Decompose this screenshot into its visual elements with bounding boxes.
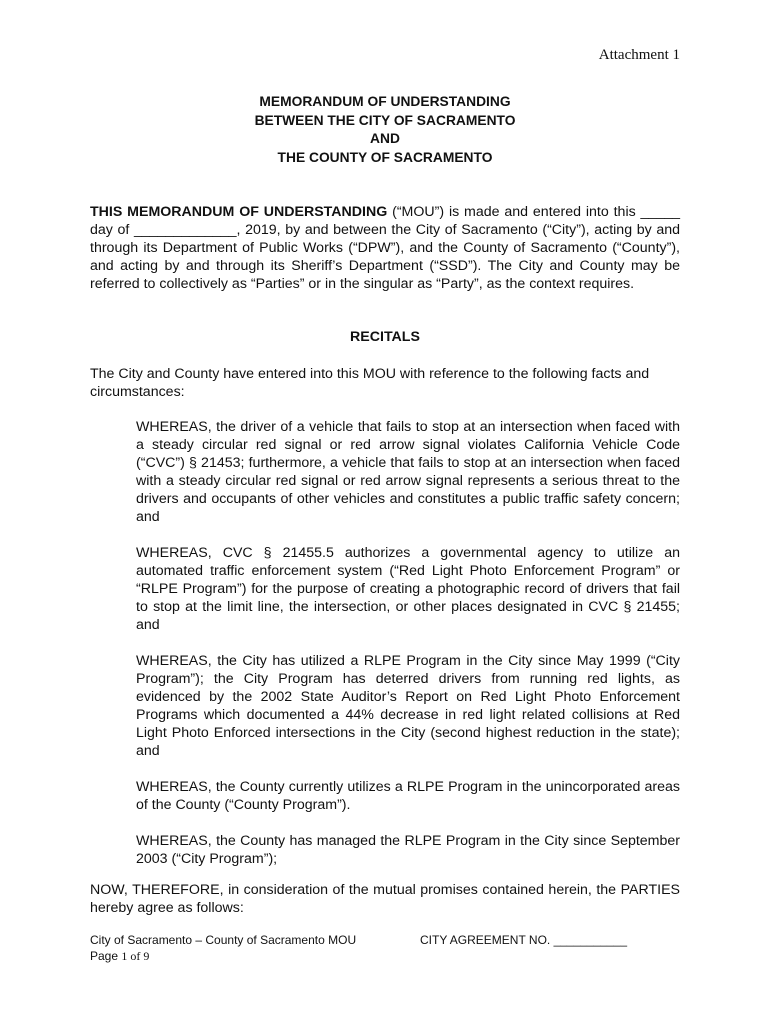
footer-agreement-number: CITY AGREEMENT NO. ___________	[420, 933, 627, 947]
now-therefore-paragraph: NOW, THEREFORE, in consideration of the mutual promises contained herein, the PARTIES hereby agree as follows:	[90, 882, 680, 916]
title-line-2: BETWEEN THE CITY OF SACRAMENTO	[254, 112, 516, 128]
footer-left	[90, 932, 356, 964]
attachment-label: Attachment 1	[598, 47, 680, 63]
intro-paragraph	[90, 203, 680, 293]
whereas-list	[136, 418, 680, 886]
intro-bold-lead: THIS MEMORANDUM OF UNDERSTANDING	[90, 204, 388, 220]
whereas-clause-1: WHEREAS, the driver of a vehicle that fails to stop at an intersection when faced with a steady circular red signal or red arrow signal violates California Vehicle Code (“CVC”) § 21453; furthermore, a vehicle that fails to stop at an intersection when faced with a steady circular red signal or red arrow signal represents a serious threat to the drivers and occupants of other vehicles and constitutes a public traffic safety concern; and	[136, 419, 680, 525]
title-line-3: AND	[370, 131, 400, 146]
footer-page-label: Page	[90, 949, 122, 963]
whereas-clause-2: WHEREAS, CVC § 21455.5 authorizes a governmental agency to utilize an automated traffic enforcement system (“Red Light Photo Enforcement Program” or “RLPE Program”) for the purpose of creating a photographic record of drivers that fail to stop at the limit line, the intersection, or other places designated in CVC § 21455; and	[136, 545, 680, 633]
recitals-heading: RECITALS	[350, 329, 420, 345]
intro-text: (“MOU”) is made and entered into this _____ day of _____________, 2019, by and between the City of Sacramento (“City”), acting by and through its Department of Public Works (“DPW”), and the County of Sacramento (“County”), and acting by and through its Sheriff’s Department (“SSD”). The City and County may be referred to collectively as “Parties” or in the singular as “Party”, as the context requires.	[90, 204, 680, 292]
recitals-intro: The City and County have entered into this MOU with reference to the following facts and circumstances:	[90, 366, 650, 400]
footer-page-num: 1	[121, 949, 128, 963]
title-line-4: THE COUNTY OF SACRAMENTO	[277, 149, 493, 165]
footer-page-number	[90, 948, 356, 964]
footer-doc-name: City of Sacramento – County of Sacramento MOU	[90, 933, 357, 947]
whereas-clause-4: WHEREAS, the County currently utilizes a RLPE Program in the unincorporated areas of the County (“County Program”).	[136, 779, 680, 813]
whereas-clause-5: WHEREAS, the County has managed the RLPE Program in the City since September 2003 (“City Program”);	[136, 833, 680, 867]
document-title	[90, 93, 680, 167]
footer-page-total: 9	[143, 949, 150, 963]
whereas-clause-3: WHEREAS, the City has utilized a RLPE Program in the City since May 1999 (“City Program”); the City Program has deterred drivers from running red lights, as evidenced by the 2002 State Auditor’s Report on Red Light Photo Enforcement Programs which documented a 44% decrease in red light related collisions at Red Light Photo Enforced intersections in the City (second highest reduction in the state); and	[136, 653, 680, 759]
footer-page-of: of	[127, 949, 144, 963]
title-line-1: MEMORANDUM OF UNDERSTANDING	[259, 94, 511, 109]
